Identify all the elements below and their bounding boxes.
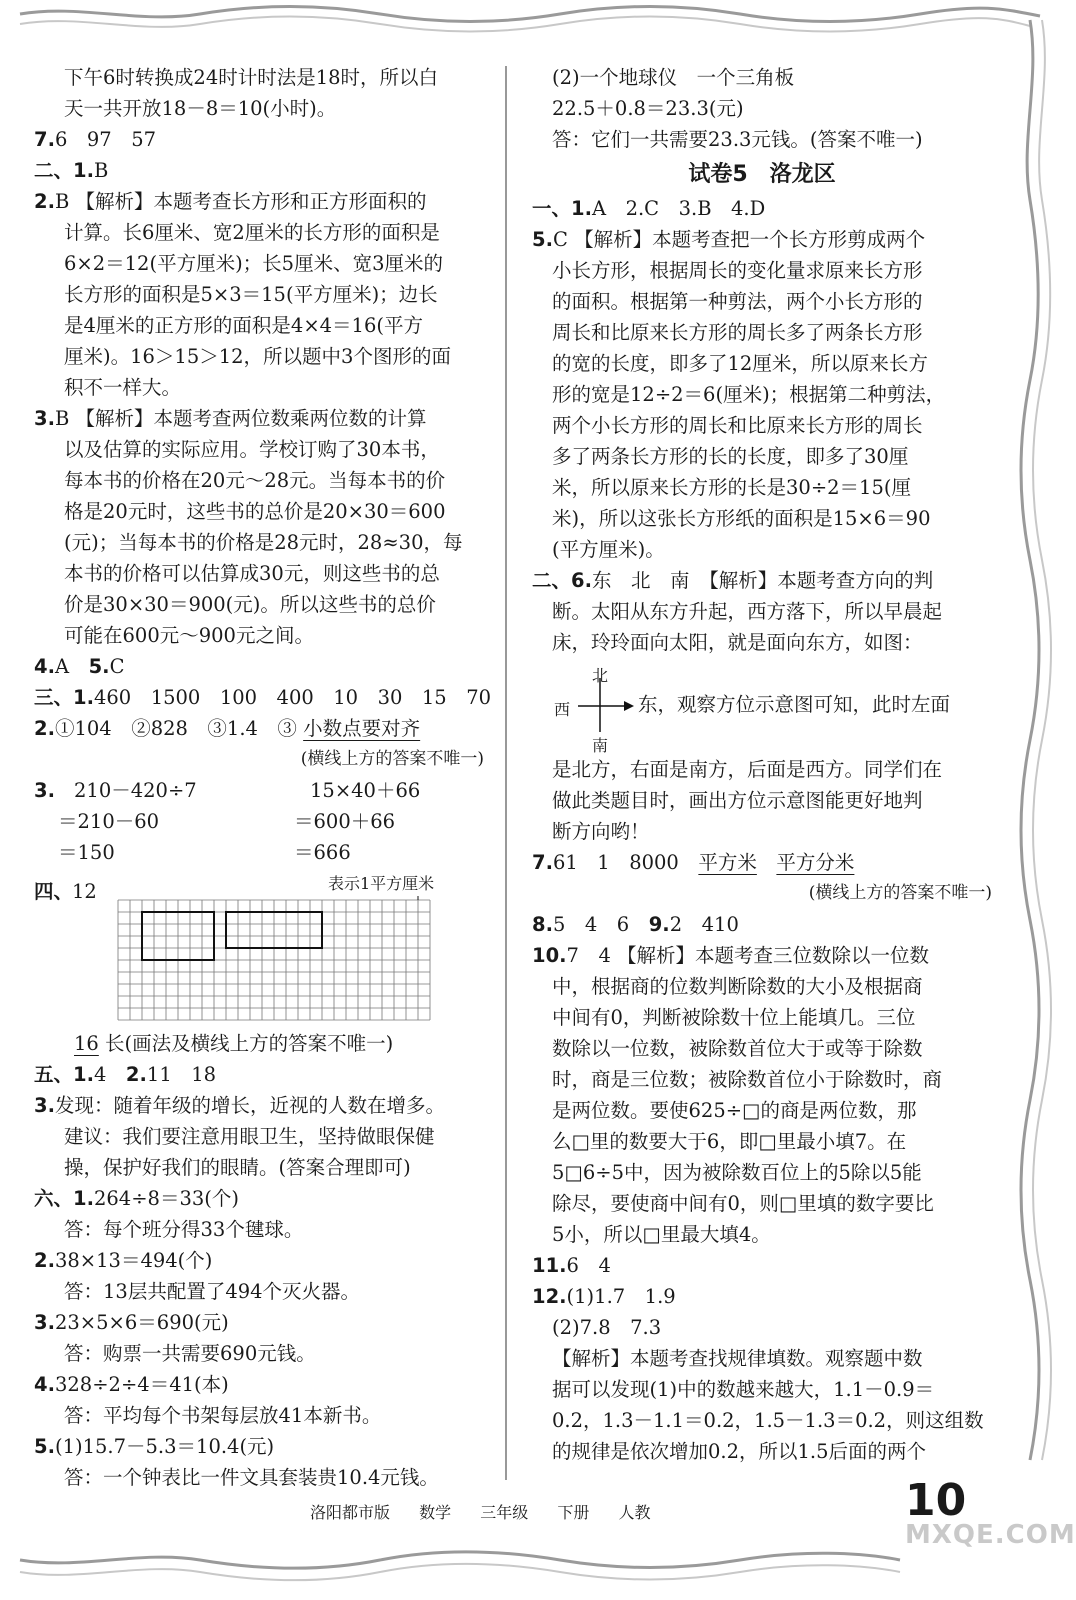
text-line: 两个小长方形的周长和比原来长方形的周长: [552, 414, 923, 437]
answer: A: [54, 655, 70, 678]
text-line: 格是20元时，这些书的总价是20×30＝600: [64, 500, 446, 523]
text-line: 价是30×30＝900(元)。所以这些书的总价: [64, 593, 436, 616]
answer: 5 4 6: [552, 913, 630, 936]
answer: 4: [93, 1063, 107, 1086]
note: 长(画法及横线上方的答案不唯一): [105, 1032, 394, 1055]
text-line: 建议：我们要注意用眼卫生，坚持做眼保健: [64, 1125, 435, 1148]
item-number: 3.: [34, 1311, 55, 1334]
item-number: 7.: [532, 851, 553, 874]
section-number: 二、1.: [34, 159, 94, 182]
calc-expr: 15×40＋66: [310, 779, 421, 802]
text-line: 答：它们一共需要23.3元钱。(答案不唯一): [552, 128, 923, 151]
compass-south: 南: [592, 736, 609, 755]
answer: B: [93, 159, 109, 182]
text-line: 长方形的面积是5×3＝15(平方厘米)；边长: [64, 283, 438, 306]
item-number: 9.: [648, 913, 670, 936]
text-line: 答：购票一共需要690元钱。: [64, 1342, 316, 1365]
answer: A 2.C 3.B 4.D: [591, 197, 766, 220]
compass-cross: [576, 678, 636, 734]
text-line: (元)；当每本书的价格是28元时，28≈30，每: [64, 531, 463, 554]
watermark: MXQE.COM: [905, 1520, 1076, 1550]
text-line: 答：平均每个书架每层放41本新书。: [64, 1404, 382, 1427]
item-number: 5.: [532, 228, 553, 251]
compass-west: 西: [554, 700, 571, 719]
item-number: 2.: [34, 1249, 55, 1272]
text-line: 厘米)。16＞15＞12，所以题中3个图形的面: [64, 345, 451, 368]
answer: C 【解析】本题考查把一个长方形剪成两个: [552, 228, 926, 251]
text-line: 时，商是三位数；被除数首位小于除数时，商: [552, 1068, 943, 1091]
note: (横线上方的答案不唯一): [808, 883, 992, 903]
calc-expr: 210－420÷7: [74, 779, 197, 802]
answer: 6 97 57: [54, 128, 157, 151]
text-line: 以及估算的实际应用。学校订购了30本书，: [64, 438, 440, 461]
item-number: 3.: [34, 779, 55, 802]
text-line: 米)，所以这张长方形纸的面积是15×6＝90: [552, 507, 931, 530]
left-column: [34, 62, 492, 1493]
text-line: 答：每个班分得33个毽球。: [64, 1218, 304, 1241]
item-number: 2.: [34, 190, 55, 213]
item-number: 4.: [34, 655, 55, 678]
answer: 460 1500 100 400 10 30 15 70: [93, 686, 492, 709]
text-line: 答：一个钟表比一件文具套装贵10.4元钱。: [64, 1466, 439, 1489]
text-line: 0.2，1.3－1.1＝0.2，1.5－1.3＝0.2，则这组数: [552, 1409, 984, 1432]
text-line: 5小，所以□里最大填4。: [552, 1223, 771, 1246]
item-number: 2.: [34, 717, 55, 740]
text-line: 操，保护好我们的眼睛。(答案合理即可): [64, 1156, 411, 1179]
answer: (1)15.7－5.3＝10.4(元): [54, 1435, 275, 1458]
item-number: 5.: [34, 1435, 55, 1458]
answer: ①104 ②828 ③1.4 ③: [54, 717, 297, 740]
text-line: 断方向哟！: [552, 820, 650, 843]
calc-row: [34, 837, 484, 868]
text-line: 周长和比原来长方形的周长多了两条长方形: [552, 321, 923, 344]
text-line: 【解析】本题考查找规律填数。观察题中数: [552, 1347, 923, 1370]
text-line: 下午6时转换成24时计时法是18时，所以白: [64, 66, 439, 89]
right-column: [532, 62, 992, 1467]
calc-expr: ＝666: [294, 841, 351, 864]
text-line: 6×2＝12(平方厘米)；长5厘米、宽3厘米的: [64, 252, 443, 275]
section-number: 二、6.: [532, 569, 592, 592]
item-number: 3.: [34, 1094, 55, 1117]
answer: 发现：随着年级的增长，近视的人数在增多。: [54, 1094, 445, 1117]
footer-edition: 洛阳都市版: [310, 1503, 391, 1522]
text-line: (2)7.8 7.3: [552, 1316, 662, 1339]
item-number: 3.: [34, 407, 55, 430]
section-number: 五、1.: [34, 1063, 94, 1086]
text-line: 5□6÷5中，因为被除数百位上的5除以5能: [552, 1161, 922, 1184]
text-line: 形的宽是12÷2＝6(厘米)；根据第二种剪法，: [552, 383, 946, 406]
item-number: 4.: [34, 1373, 55, 1396]
section-number: 三、1.: [34, 686, 94, 709]
text-line: 积不一样大。: [64, 376, 182, 399]
text-line: 数除以一位数，被除数首位大于或等于除数: [552, 1037, 923, 1060]
calc-expr: ＝150: [58, 841, 115, 864]
calc-expr: ＝600＋66: [294, 810, 396, 833]
text-line: 除尽，要使商中间有0，则□里填的数字要比: [552, 1192, 934, 1215]
text-line: (平方厘米)。: [552, 538, 665, 561]
page-footer: [310, 1500, 674, 1523]
text-line: 中，根据商的位数判断除数的大小及根据商: [552, 975, 923, 998]
text-line: (2)一个地球仪 一个三角板: [552, 66, 795, 89]
text-line: 是4厘米的正方形的面积是4×4＝16(平方: [64, 314, 423, 337]
answer: 23×5×6＝690(元): [54, 1311, 229, 1334]
answer: 328÷2÷4＝41(本): [54, 1373, 229, 1396]
compass-diagram: [532, 658, 992, 754]
answer: 6 4: [566, 1254, 611, 1277]
calc-row: [34, 775, 484, 806]
text-line: 中间有0，判断被除数十位上能填几。三位: [552, 1006, 916, 1029]
text-line: 床，玲玲面向太阳，就是面向东方，如图：: [552, 631, 923, 654]
item-number: 12.: [532, 1285, 567, 1308]
section-number: 六、1.: [34, 1187, 94, 1210]
answer: 2 410: [669, 913, 739, 936]
text-line: 米，所以原来长方形的长是30÷2＝15(厘: [552, 476, 911, 499]
answer: 7 4 【解析】本题考查三位数除以一位数: [566, 944, 930, 967]
answer: 东 北 南 【解析】本题考查方向的判: [591, 569, 934, 592]
footer-grade: 三年级: [480, 1503, 529, 1522]
text-line: 的面积。根据第一种剪法，两个小长方形的: [552, 290, 923, 313]
text-line: 计算。长6厘米、宽2厘米的长方形的面积是: [64, 221, 440, 244]
footer-subject: 数学: [419, 1503, 452, 1522]
text-line: 断。太阳从东方升起，西方落下，所以早晨起: [552, 600, 943, 623]
answer: B 【解析】本题考查两位数乘两位数的计算: [54, 407, 427, 430]
text-line: 据可以发现(1)中的数越来越大，1.1－0.9＝: [552, 1378, 935, 1401]
text-line: 么□里的数要大于6，即□里最小填7。在: [552, 1130, 907, 1153]
text-line: 做此类题目时，画出方位示意图能更好地判: [552, 789, 923, 812]
calc-expr: ＝210－60: [58, 810, 160, 833]
item-number: 5.: [88, 655, 110, 678]
footer-volume: 下册: [557, 1503, 590, 1522]
section-number: 一、1.: [532, 197, 592, 220]
answer: (1)1.7 1.9: [566, 1285, 676, 1308]
text-line: 是两位数。要使625÷□的商是两位数，那: [552, 1099, 917, 1122]
answer: 12: [72, 880, 97, 903]
item-number: 7.: [34, 128, 55, 151]
item-number: 11.: [532, 1254, 567, 1277]
grid-figure: [34, 868, 484, 1028]
item-number: 8.: [532, 913, 553, 936]
text-line: 是北方，右面是南方，后面是西方。同学们在: [552, 758, 943, 781]
calc-row: [34, 806, 484, 837]
answer: 264÷8＝33(个): [93, 1187, 239, 1210]
text-line: 本书的价格可以估算成30元，则这些书的总: [64, 562, 440, 585]
answer: B 【解析】本题考查长方形和正方形面积的: [54, 190, 427, 213]
text-line: 答：13层共配置了494个灭火器。: [64, 1280, 361, 1303]
text-line: 多了两条长方形的长的长度，即多了30厘: [552, 445, 909, 468]
section-title: 试卷5 洛龙区: [688, 162, 836, 187]
answer: 38×13＝494(个): [54, 1249, 213, 1272]
text-line: 小长方形，根据周长的变化量求原来长方形: [552, 259, 923, 282]
square-grid: [116, 898, 436, 1023]
underlined-answer: 平方米: [698, 851, 757, 874]
underlined-answer: 小数点要对齐: [303, 717, 421, 740]
page-number: 10: [905, 1475, 967, 1526]
compass-north: 北: [592, 666, 609, 685]
underlined-answer: 平方分米: [776, 851, 855, 874]
item-number: 2.: [125, 1063, 147, 1086]
text-line: 每本书的价格在20元～28元。当每本书的价: [64, 469, 446, 492]
text-line: 的规律是依次增加0.2，所以1.5后面的两个: [552, 1440, 927, 1463]
grid-label: 表示1平方厘米: [328, 874, 435, 893]
item-number: 10.: [532, 944, 567, 967]
compass-text: 东，观察方位示意图可知，此时左面: [638, 693, 951, 716]
text-line: 的宽的长度，即多了12厘米，所以原来长方: [552, 352, 928, 375]
answer: C: [109, 655, 125, 678]
text-line: 天一共开放18－8＝10(小时)。: [64, 97, 337, 120]
footer-publisher: 人教: [618, 1503, 651, 1522]
underlined-answer: 16: [74, 1032, 99, 1055]
note: (横线上方的答案不唯一): [300, 749, 484, 769]
answer: 61 1 8000: [552, 851, 679, 874]
section-number: 四、: [34, 880, 74, 903]
text-line: 可能在600元～900元之间。: [64, 624, 314, 647]
text-line: 22.5＋0.8＝23.3(元): [552, 97, 744, 120]
answer: 11 18: [146, 1063, 217, 1086]
